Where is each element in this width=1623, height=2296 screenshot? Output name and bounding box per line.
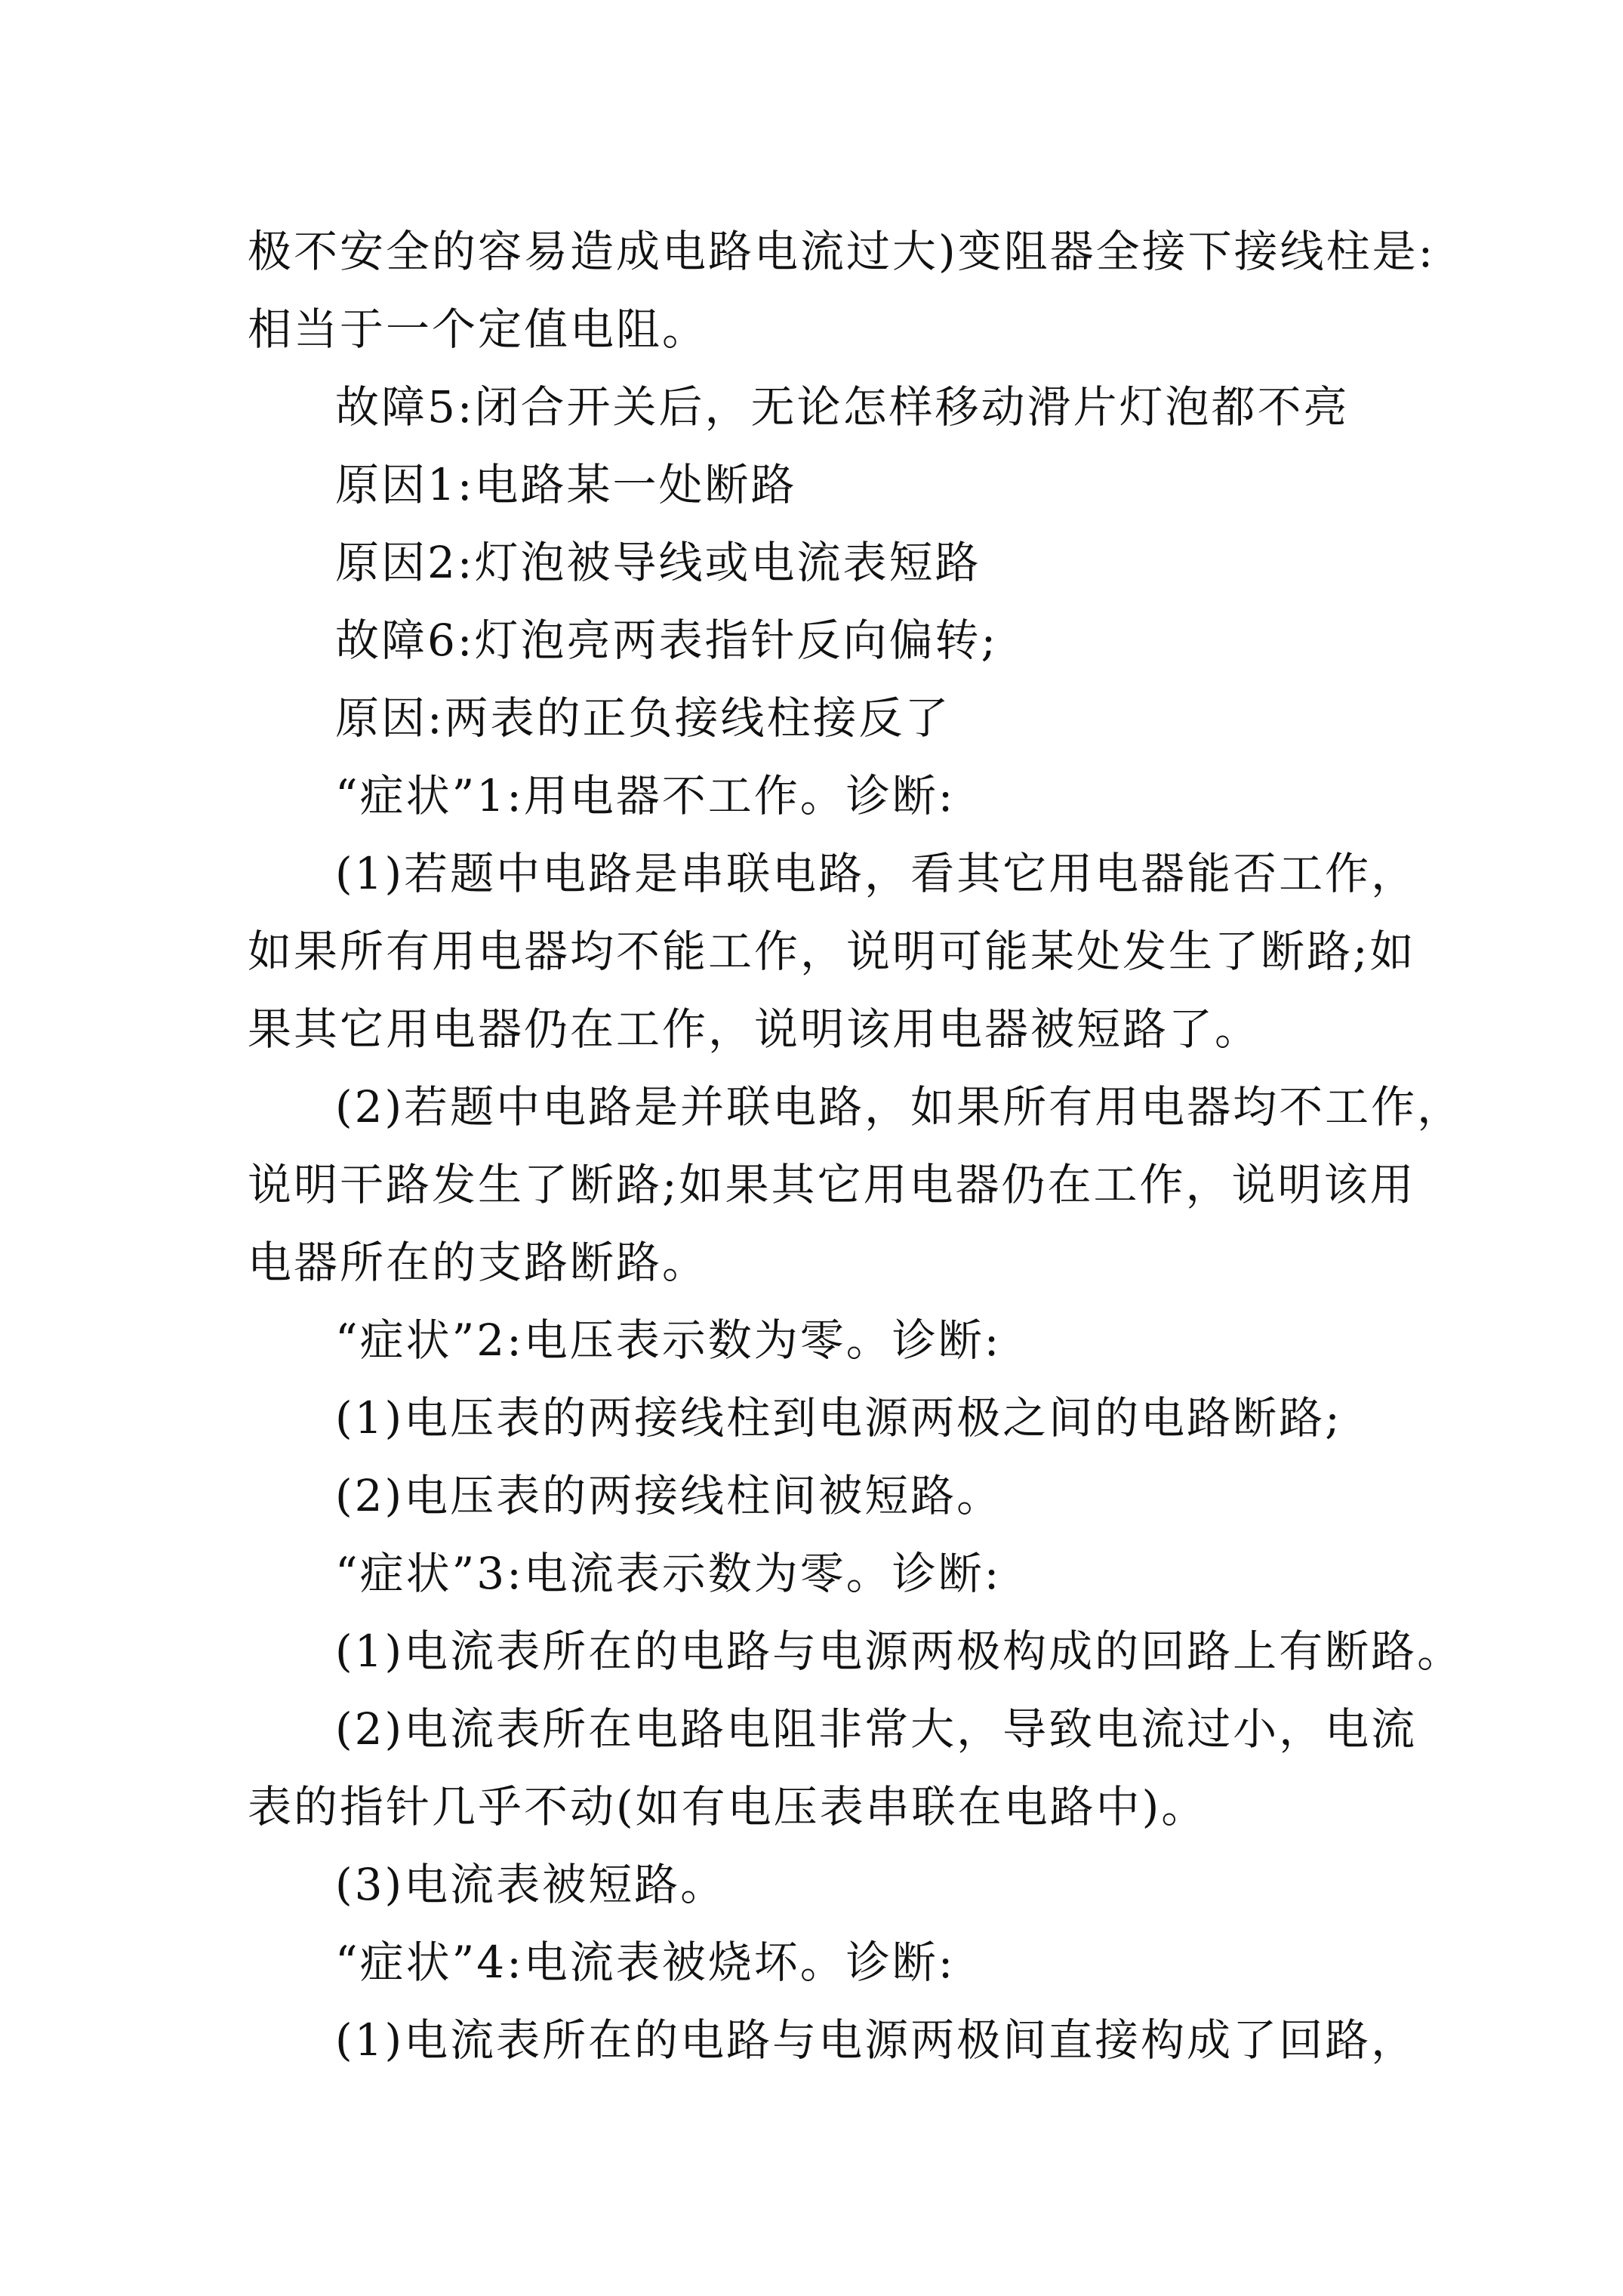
- text-line: 故障5:闭合开关后，无论怎样移动滑片灯泡都不亮: [335, 381, 1350, 433]
- text-line: 果其它用电器仍在工作，说明该用电器被短路了。: [248, 1003, 1261, 1055]
- document-body: [248, 213, 1464, 2079]
- text-line: (1)电流表所在的电路与电源两极构成的回路上有断路。: [335, 1626, 1464, 1677]
- text-line: (2)电压表的两接线柱间被短路。: [335, 1470, 1003, 1521]
- text-line: 电器所在的支路断路。: [248, 1237, 709, 1288]
- text-line: 表的指针几乎不动(如有电压表串联在电路中)。: [248, 1781, 1208, 1832]
- text-line: “症状”2:电压表示数为零。诊断:: [335, 1314, 1002, 1366]
- text-line: 原因2:灯泡被导线或电流表短路: [335, 537, 981, 588]
- text-line: “症状”3:电流表示数为零。诊断:: [335, 1548, 1002, 1599]
- text-line: (1)电流表所在的电路与电源两极间直接构成了回路，: [335, 2014, 1418, 2066]
- text-line: 极不安全的容易造成电路电流过大)变阻器全接下接线柱是:: [248, 226, 1436, 277]
- text-line: (2)电流表所在电路电阻非常大，导致电流过小，电流: [335, 1703, 1418, 1755]
- text-line: (1)若题中电路是串联电路，看其它用电器能否工作，: [335, 848, 1418, 899]
- text-line: 如果所有用电器均不能工作，说明可能某处发生了断路;如: [248, 926, 1416, 977]
- text-line: “症状”4:电流表被烧坏。诊断:: [335, 1937, 956, 1988]
- text-line: 原因:两表的正负接线柱接反了: [335, 692, 951, 744]
- text-line: 相当于一个定值电阻。: [248, 304, 709, 355]
- text-line: (3)电流表被短路。: [335, 1859, 727, 1910]
- text-line: (1)电压表的两接线柱到电源两极之间的电路断路;: [335, 1392, 1342, 1444]
- text-line: 说明干路发生了断路;如果其它用电器仍在工作，说明该用: [248, 1159, 1416, 1210]
- text-line: 原因1:电路某一处断路: [335, 459, 797, 510]
- text-line: (2)若题中电路是并联电路，如果所有用电器均不工作，: [335, 1081, 1464, 1133]
- text-line: 故障6:灯泡亮两表指针反向偏转;: [335, 615, 998, 666]
- text-line: “症状”1:用电器不工作。诊断:: [335, 770, 956, 821]
